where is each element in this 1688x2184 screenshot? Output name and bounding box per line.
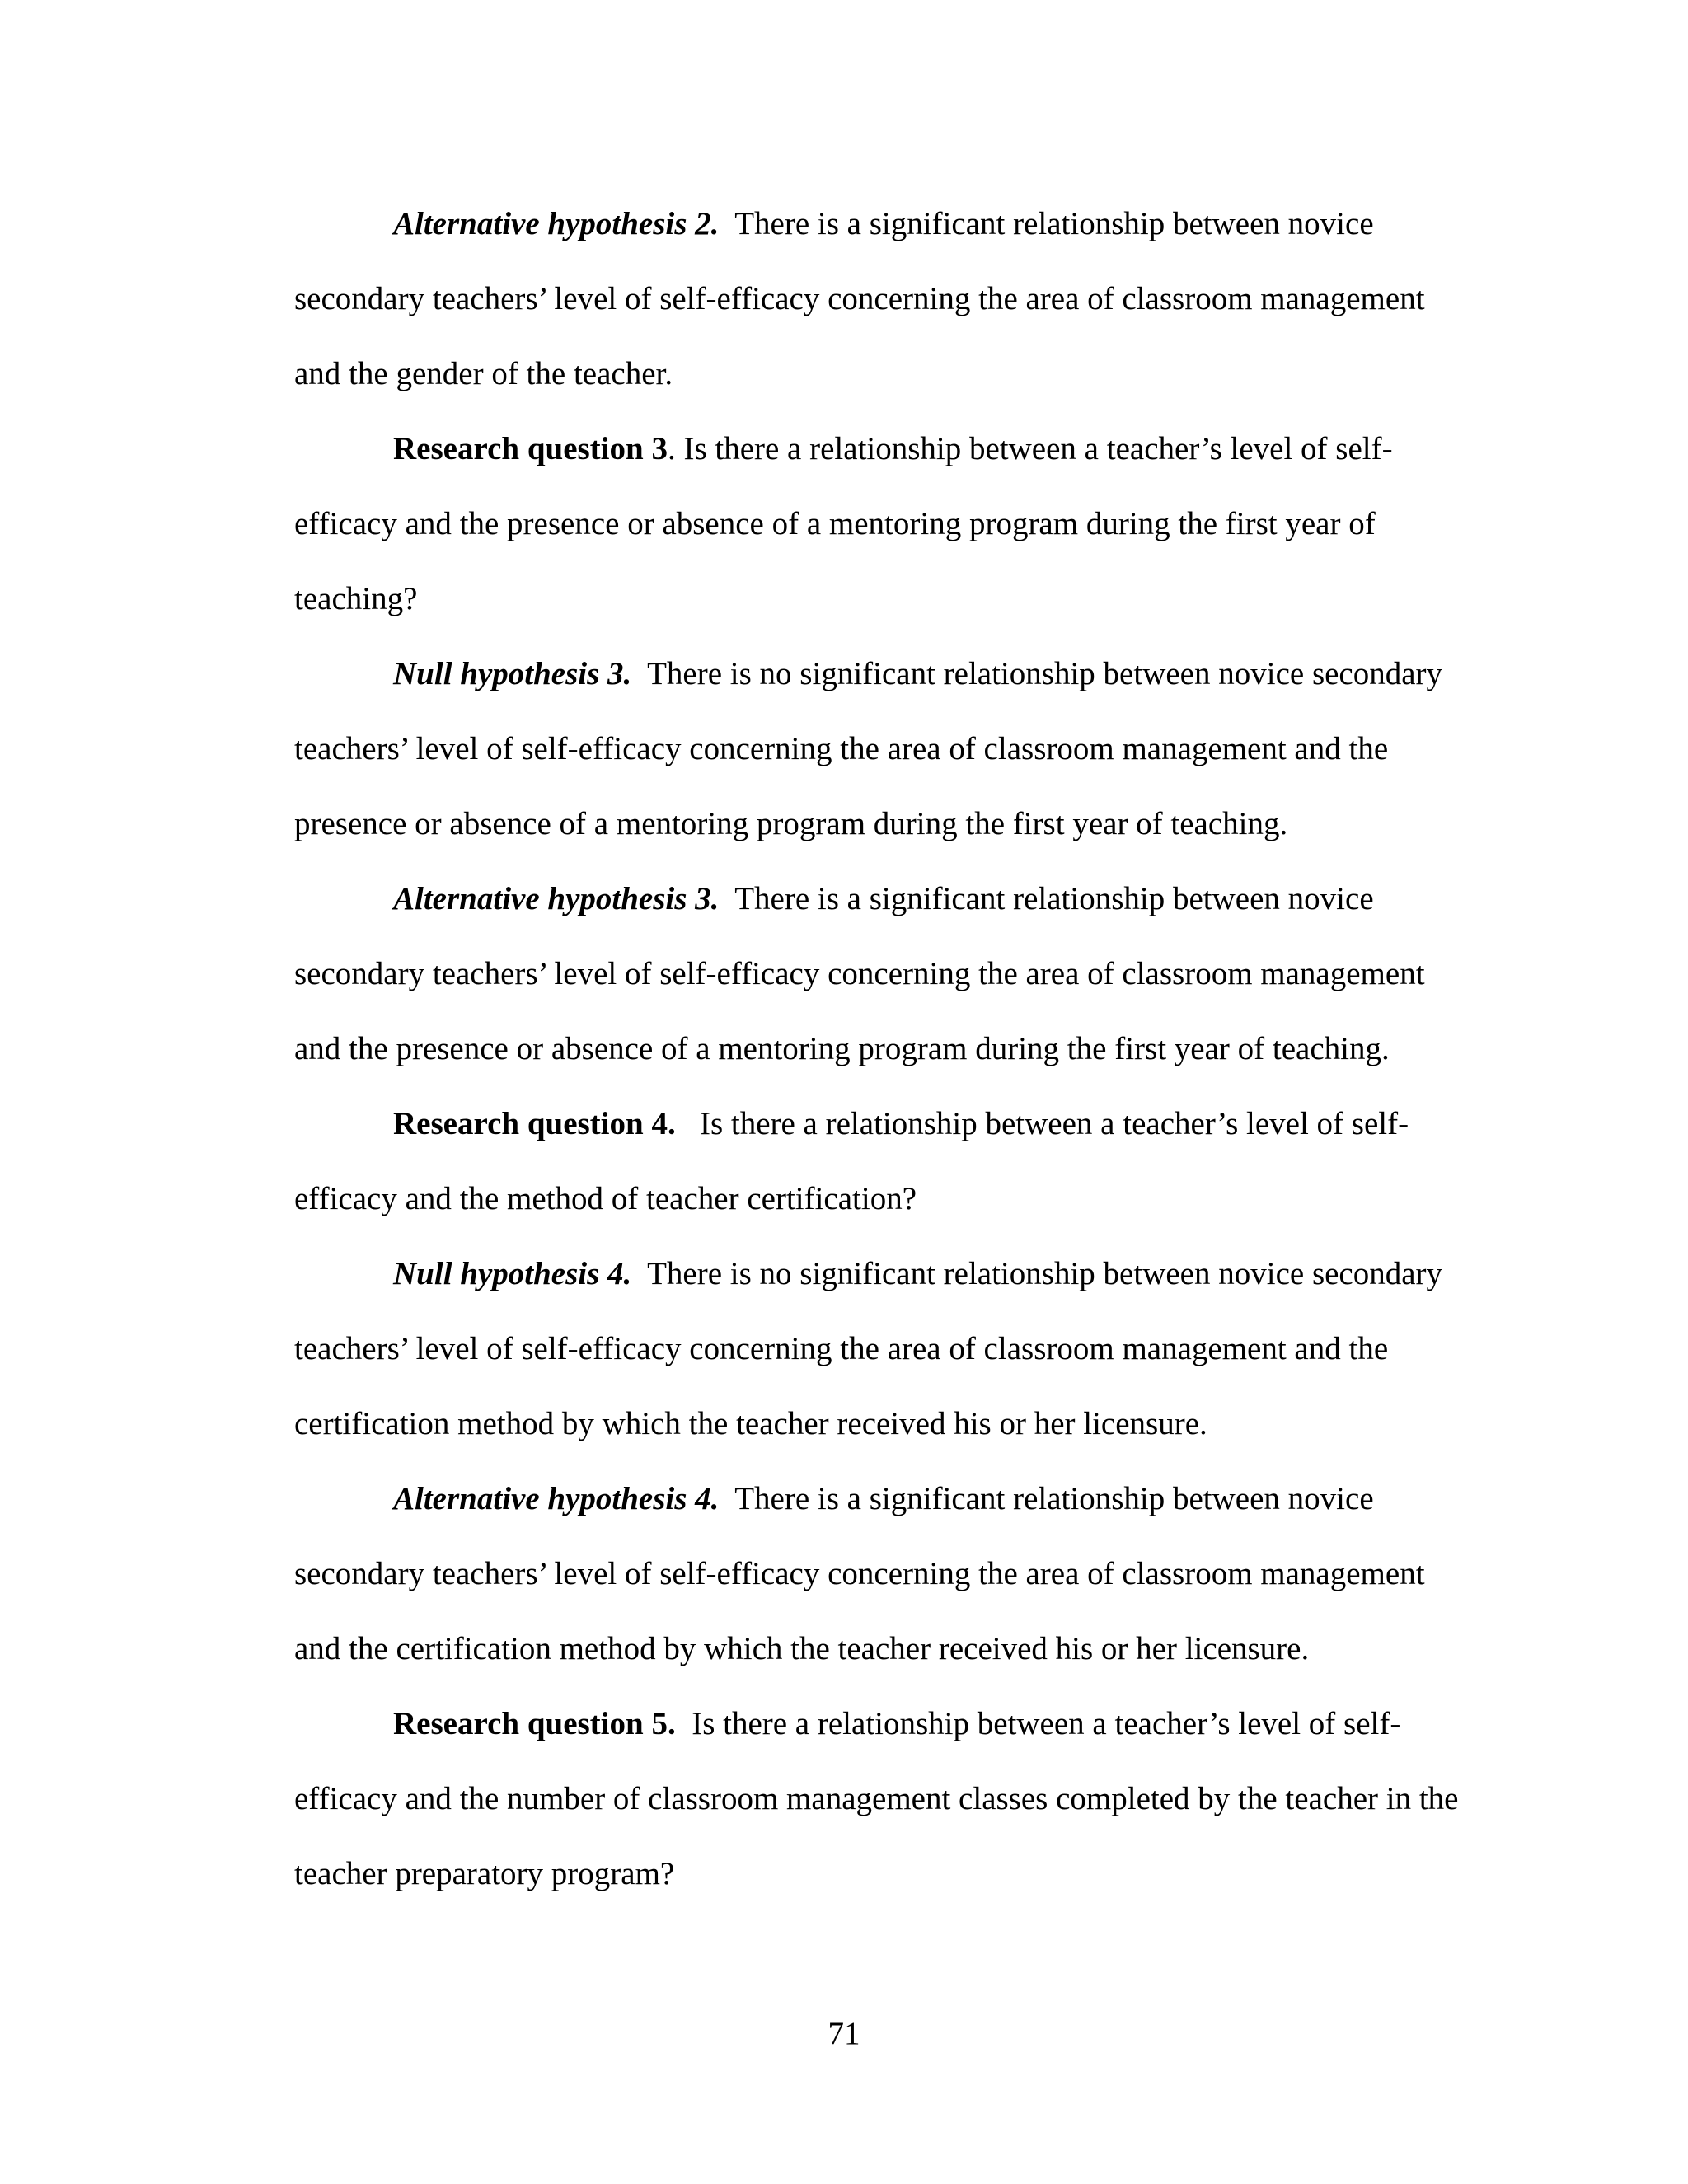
paragraph-lead: Alternative hypothesis 2. bbox=[393, 206, 720, 241]
paragraph-body: There is no significant relationship between novice secondary teachers’ level of self-efficacy concerning the area of classroom management and the presence or absence of a mentoring program during the first year of teaching. bbox=[294, 656, 1443, 841]
paragraph-alternative-hypothesis-3 bbox=[294, 861, 1465, 1086]
paragraph-body: Is there a relationship between a teacher’s level of self-efficacy and the number of classroom management classes completed by the teacher in the teacher preparatory program? bbox=[294, 1706, 1459, 1891]
paragraph-null-hypothesis-3 bbox=[294, 636, 1465, 861]
paragraph-body: There is a significant relationship between novice secondary teachers’ level of self-efficacy concerning the area of classroom management and the gender of the teacher. bbox=[294, 206, 1425, 391]
paragraph-body: Is there a relationship between a teacher’s level of self-efficacy and the method of teacher certification? bbox=[294, 1106, 1409, 1216]
paragraph-research-question-5 bbox=[294, 1686, 1465, 1911]
paragraph-lead: Alternative hypothesis 3. bbox=[393, 881, 720, 916]
body-text bbox=[294, 186, 1465, 1911]
paragraph-body: There is a significant relationship between novice secondary teachers’ level of self-efficacy concerning the area of classroom management and the certification method by which the teacher received his or her licensure. bbox=[294, 1481, 1425, 1666]
paragraph-alternative-hypothesis-4 bbox=[294, 1461, 1465, 1686]
paragraph-body: . Is there a relationship between a teacher’s level of self-efficacy and the presence or absence of a mentoring program during the first year of teaching? bbox=[294, 431, 1393, 616]
paragraph-lead: Research question 4. bbox=[393, 1106, 676, 1141]
page-number: 71 bbox=[828, 2016, 860, 2051]
paragraph-null-hypothesis-4 bbox=[294, 1236, 1465, 1461]
paragraph-lead: Research question 5. bbox=[393, 1706, 676, 1741]
paragraph-lead: Null hypothesis 4. bbox=[393, 1256, 632, 1291]
paragraph-research-question-3 bbox=[294, 411, 1465, 636]
paragraph-lead: Null hypothesis 3. bbox=[393, 656, 632, 691]
paragraph-research-question-4 bbox=[294, 1086, 1465, 1236]
paragraph-alternative-hypothesis-2 bbox=[294, 186, 1465, 411]
paragraph-body: There is no significant relationship between novice secondary teachers’ level of self-efficacy concerning the area of classroom management and the certification method by which the teacher received his or her licensure. bbox=[294, 1256, 1443, 1441]
paragraph-lead: Research question 3 bbox=[393, 431, 668, 466]
paragraph-lead: Alternative hypothesis 4. bbox=[393, 1481, 720, 1516]
paragraph-body: There is a significant relationship between novice secondary teachers’ level of self-efficacy concerning the area of classroom management and the presence or absence of a mentoring program during the first year of teaching. bbox=[294, 881, 1425, 1066]
